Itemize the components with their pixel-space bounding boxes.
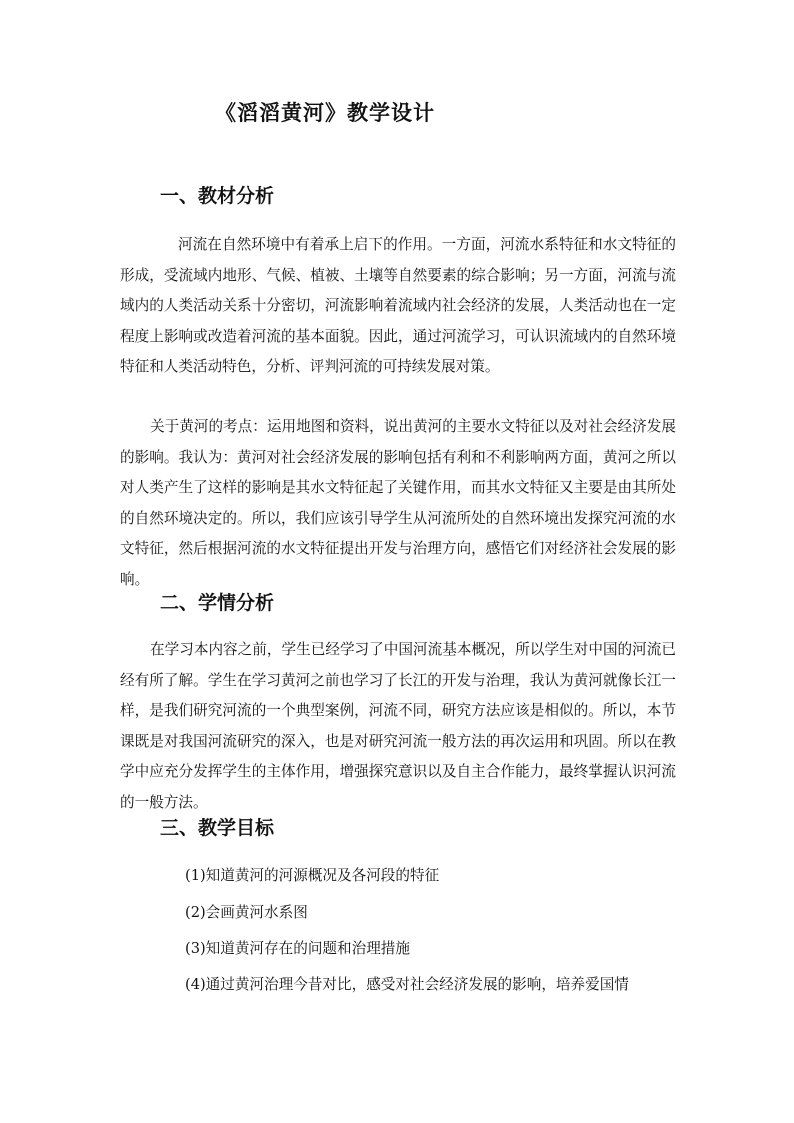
section-heading-student-analysis: 二、学情分析 xyxy=(160,592,275,614)
document-title: 《滔滔黄河》教学设计 xyxy=(215,100,435,125)
goal-item-4: (4)通过黄河治理今昔对比，感受对社会经济发展的影响，培养爱国情 xyxy=(185,976,629,993)
goal-item-3: (3)知道黄河存在的问题和治理措施 xyxy=(185,940,410,957)
goal-item-2: (2)会画黄河水系图 xyxy=(185,904,308,921)
paragraph-student-background: 在学习本内容之前，学生已经学习了中国河流基本概况，所以学生对中国的河流已经有所了解。学生在学习黄河之前也学习了长江的开发与治理，我认为黄河就像长江一样，是我们研究河流的一个典型案例，河流不同，研究方法应该是相似的。所以，本节课既是对我国河流研究的深入，也是对研究河流一般方法的再次运用和巩固。所以在教学中应充分发挥学生的主体作用，增强探究意识以及自主合作能力，最终掌握认识河流的一般方法。 xyxy=(120,641,676,811)
paragraph-yellow-river-exam-point: 关于黄河的考点：运用地图和资料，说出黄河的主要水文特征以及对社会经济发展的影响。我认为：黄河对社会经济发展的影响包括有利和不利影响两方面，黄河之所以对人类产生了这样的影响是其水文特征起了关键作用，而其水文特征又主要是由其所处的自然环境决定的。所以，我们应该引导学生从河流所处的自然环境出发探究河流的水文特征，然后根据河流的水文特征提出开发与治理方向，感悟它们对经济社会发展的影响。 xyxy=(120,418,676,588)
section-heading-textbook-analysis: 一、教材分析 xyxy=(160,185,275,207)
paragraph-river-role: 河流在自然环境中有着承上启下的作用。一方面，河流水系特征和水文特征的形成，受流域内地形、气候、植被、土壤等自然要素的综合影响；另一方面，河流与流域内的人类活动关系十分密切，河流影响着流域内社会经济的发展，人类活动也在一定程度上影响或改造着河流的基本面貌。因此，通过河流学习，可认识流域内的自然环境特征和人类活动特色，分析、评判河流的可持续发展对策。 xyxy=(120,236,676,376)
goal-item-1: (1)知道黄河的河源概况及各河段的特征 xyxy=(185,867,440,884)
section-heading-teaching-goals: 三、教学目标 xyxy=(160,817,275,839)
